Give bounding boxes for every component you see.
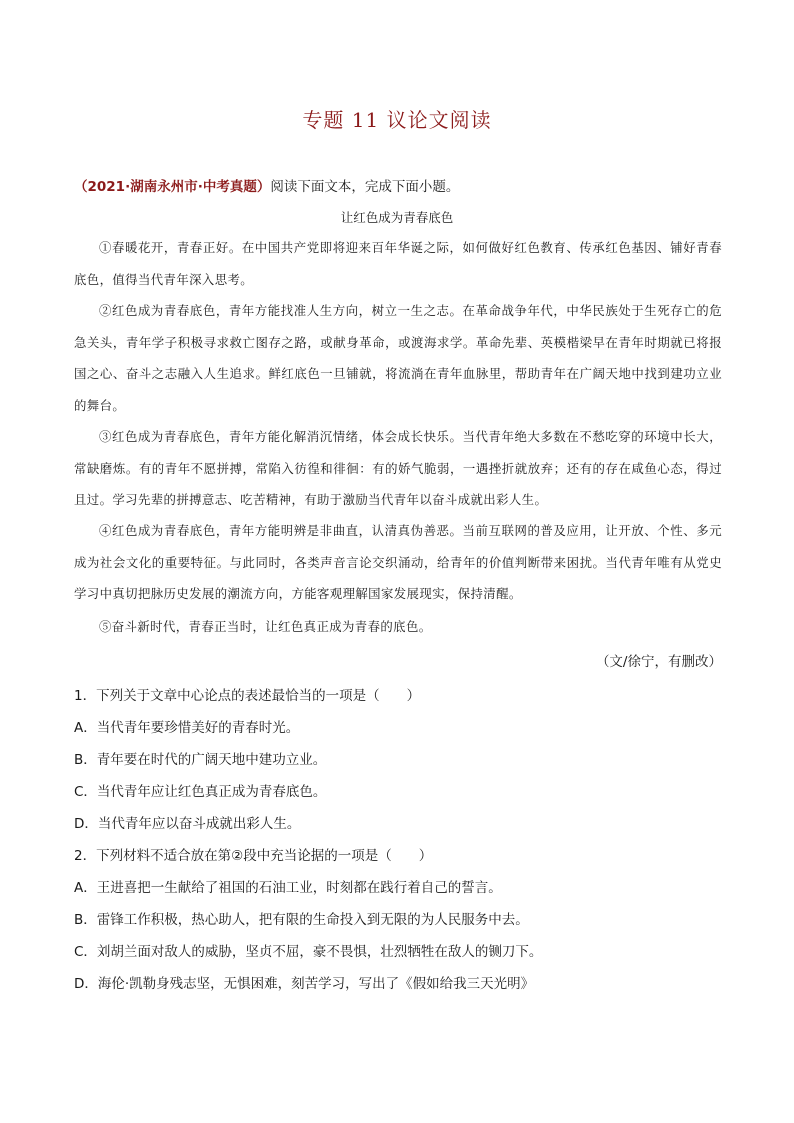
article-attribution: （文/徐宁，有删改）: [595, 654, 722, 670]
question-1-option-d: D．当代青年应以奋斗成就出彩人生。: [74, 816, 301, 832]
exam-source-tag: （2021·湖南永州市·中考真题）: [74, 179, 271, 195]
question-2-stem: 2．下列材料不适合放在第②段中充当论据的一项是（ ）: [74, 848, 433, 864]
article-paragraph-5: ⑤奋斗新时代，青春正当时，让红色真正成为青春的底色。: [99, 619, 432, 634]
question-2-option-a: A．王进喜把一生献给了祖国的石油工业，时刻都在践行着自己的誓言。: [74, 880, 502, 896]
question-1-option-a: A．当代青年要珍惜美好的青春时光。: [74, 720, 300, 736]
article-paragraph-3: ③红色成为青春底色，青年方能化解消沉情绪，体会成长快乐。当代青年绝大多数在不愁吃穿的环境中长大，常缺磨炼。有的青年不愿拼搏，常陷入彷徨和徘徊：有的娇气脆弱，一遇挫折就放弃；还有的存在咸鱼心态，得过且过。学习先辈的拼搏意志、吃苦精神，有助于激励当代青年以奋斗成就出彩人生。: [74, 429, 722, 507]
question-1-stem: 1．下列关于文章中心论点的表述最恰当的一项是（ ）: [74, 688, 421, 704]
article-title: 让红色成为青春底色: [340, 210, 454, 225]
article-paragraph-1: ①春暖花开，青春正好。在中国共产党即将迎来百年华诞之际，如何做好红色教育、传承红色基因、铺好青春底色，值得当代青年深入思考。: [74, 240, 722, 287]
question-1-option-c: C．当代青年应让红色真正成为青春底色。: [74, 784, 327, 800]
article-paragraph-2: ②红色成为青春底色，青年方能找准人生方向，树立一生之志。在革命战争年代，中华民族处于生死存亡的危急关头，青年学子积极寻求救亡图存之路，或献身革命，或渡海求学。革命先辈、英模楷梁早在青年时期就已将报国之心、奋斗之志融入人生追求。鲜红底色一旦铺就，将流淌在青年血脉里，帮助青年在广阔天地中找到建功立业的舞台。: [74, 303, 722, 413]
question-2-option-d: D．海伦·凯勒身残志坚，无惧困难，刻苦学习，写出了《假如给我三天光明》: [74, 976, 535, 992]
page-title: 专题 11 议论文阅读: [302, 108, 492, 132]
article-paragraph-4: ④红色成为青春底色，青年方能明辨是非曲直，认清真伪善恶。当前互联网的普及应用，让开放、个性、多元成为社会文化的重要特征。与此同时，各类声音言论交织涌动，给青年的价值判断带来困扰。当代青年唯有从党史学习中真切把脉历史发展的潮流方向，方能客观理解国家发展现实，保持清醒。: [74, 523, 722, 601]
reading-instruction: 阅读下面文本，完成下面小题。: [270, 179, 460, 195]
question-2-option-b: B．雷锋工作积极，热心助人，把有限的生命投入到无限的为人民服务中去。: [74, 912, 529, 928]
question-source-line: [74, 175, 734, 195]
question-2-option-c: C．刘胡兰面对敌人的威胁，坚贞不屈，豪不畏惧，壮烈牺牲在敌人的铡刀下。: [74, 944, 543, 960]
question-1-option-b: B．青年要在时代的广阔天地中建功立业。: [74, 752, 327, 768]
